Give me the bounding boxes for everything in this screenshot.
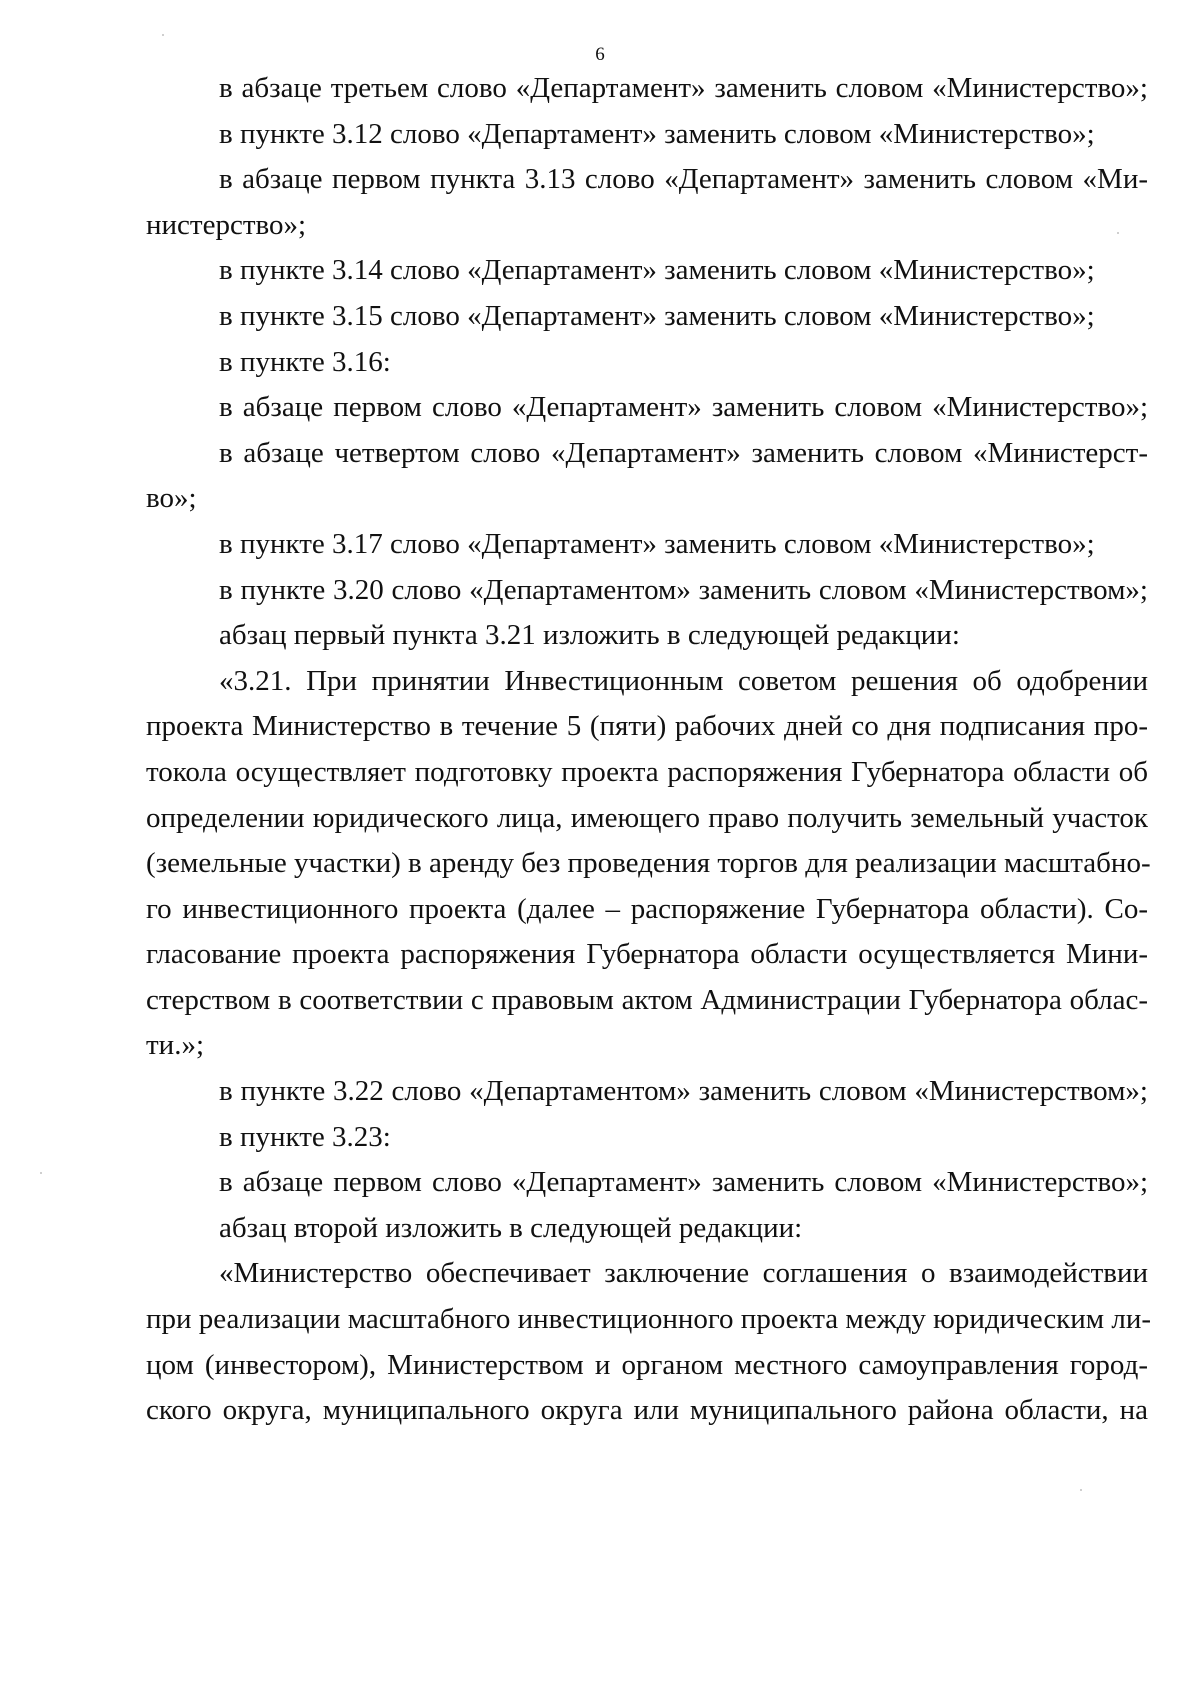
text-line: в абзаце первом пункта 3.13 слово «Департамент» заменить словом «Ми-	[219, 163, 1148, 196]
text-line: «3.21. При принятии Инвестиционным советом решения об одобрении	[219, 664, 1148, 697]
text-line: в абзаце первом слово «Департамент» заменить словом «Министерство»;	[219, 391, 1148, 424]
text-line: при реализации масштабного инвестиционного проекта между юридическим ли-	[146, 1303, 1152, 1336]
text-line: в пункте 3.14 слово «Департамент» заменить словом «Министерство»;	[219, 254, 1095, 287]
text-line: абзац первый пункта 3.21 изложить в следующей редакции:	[219, 619, 960, 652]
text-line: ского округа, муниципального округа или муниципального района области, на	[146, 1394, 1148, 1427]
text-line: в абзаце первом слово «Департамент» заменить словом «Министерство»;	[219, 1166, 1148, 1199]
scan-speck	[40, 1172, 42, 1174]
text-line: в пункте 3.15 слово «Департамент» заменить словом «Министерство»;	[219, 299, 1095, 332]
page-number: 6	[595, 44, 605, 65]
text-line: в пункте 3.17 слово «Департамент» заменить словом «Министерство»;	[219, 527, 1095, 560]
text-line: в пункте 3.12 слово «Департамент» заменить словом «Министерство»;	[219, 117, 1095, 150]
text-line: цом (инвестором), Министерством и органом местного самоуправления город-	[146, 1348, 1148, 1381]
text-line: проекта Министерство в течение 5 (пяти) рабочих дней со дня подписания про-	[146, 710, 1148, 743]
text-line: токола осуществляет подготовку проекта распоряжения Губернатора области об	[146, 755, 1148, 788]
text-line: в пункте 3.16:	[219, 345, 391, 378]
scan-speck	[1080, 1489, 1082, 1491]
text-line: гласование проекта распоряжения Губернатора области осуществляется Мини-	[146, 938, 1148, 971]
text-line: в абзаце третьем слово «Департамент» заменить словом «Министерство»;	[219, 72, 1148, 104]
text-line: стерством в соответствии с правовым актом Администрации Губернатора облас-	[146, 983, 1148, 1016]
scan-speck	[162, 34, 164, 36]
scan-speck	[1117, 232, 1119, 234]
text-line: в пункте 3.20 слово «Департаментом» заменить словом «Министерством»;	[219, 573, 1148, 606]
text-line: «Министерство обеспечивает заключение соглашения о взаимодействии	[219, 1257, 1148, 1290]
text-line: во»;	[146, 482, 197, 515]
text-line: в пункте 3.22 слово «Департаментом» заменить словом «Министерством»;	[219, 1075, 1148, 1108]
document-body	[146, 66, 1152, 1434]
text-line: ти.»;	[146, 1029, 204, 1062]
text-line: в абзаце четвертом слово «Департамент» заменить словом «Министерст-	[219, 436, 1148, 469]
text-line: го инвестиционного проекта (далее – распоряжение Губернатора области). Со-	[146, 892, 1148, 925]
text-line: абзац второй изложить в следующей редакции:	[219, 1211, 803, 1244]
text-line: нистерство»;	[146, 208, 307, 241]
text-line: (земельные участки) в аренду без проведения торгов для реализации масштабно-	[146, 847, 1151, 880]
text-line: в пункте 3.23:	[219, 1120, 391, 1153]
text-line: определении юридического лица, имеющего право получить земельный участок	[146, 801, 1148, 834]
